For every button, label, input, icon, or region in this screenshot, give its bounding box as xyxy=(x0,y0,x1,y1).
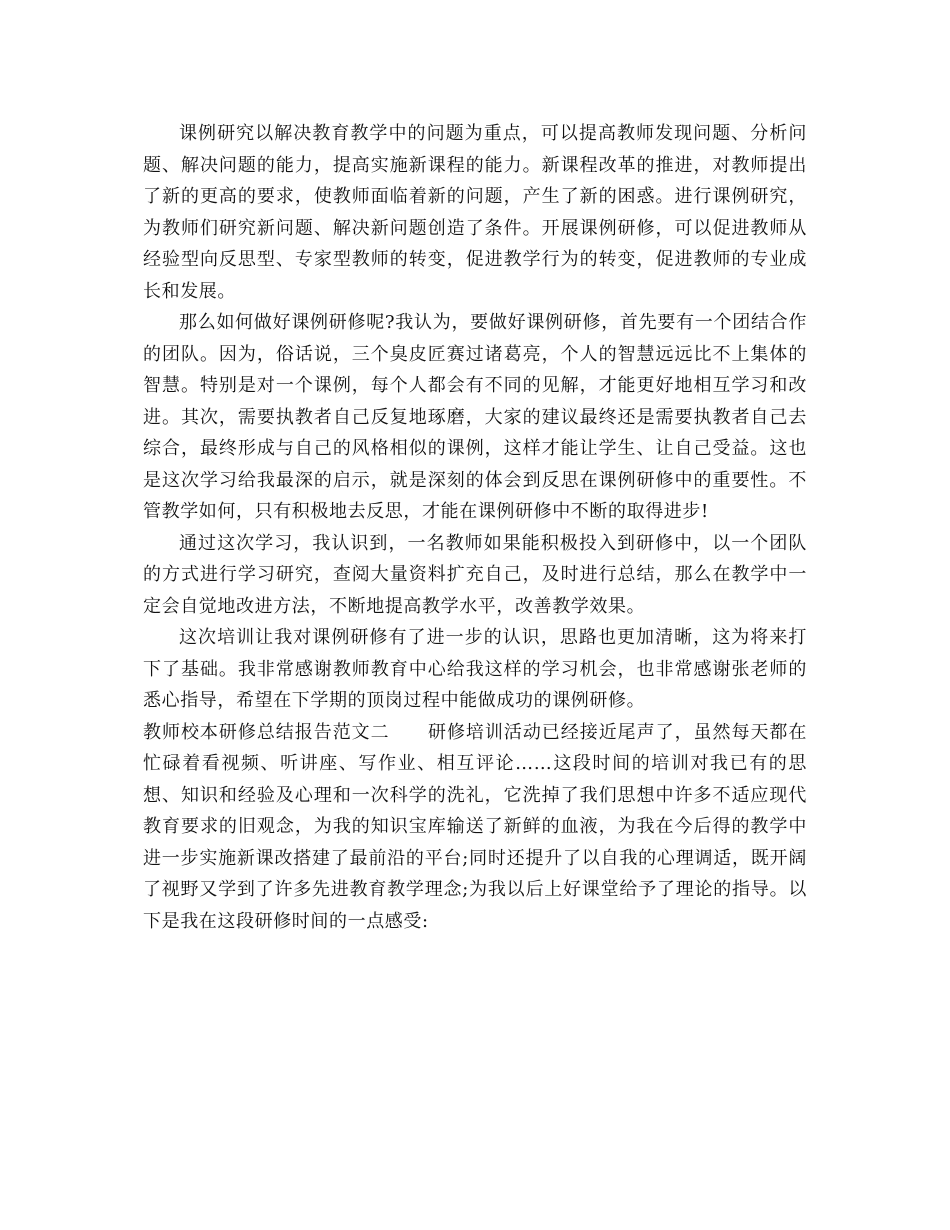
paragraph-4: 这次培训让我对课例研修有了进一步的认识，思路也更加清晰，这为将来打下了基础。我非常感谢教师教育中心给我这样的学习机会，也非常感谢张老师的悉心指导，希望在下学期的顶岗过程中能做成功的课例研修。 xyxy=(143,627,807,711)
document-body xyxy=(143,118,807,937)
paragraph-3: 通过这次学习，我认识到，一名教师如果能积极投入到研修中，以一个团队的方式进行学习研究，查阅大量资料扩充自己，及时进行总结，那么在教学中一定会自觉地改进方法，不断地提高教学水平，改善教学效果。 xyxy=(143,532,807,617)
section-heading: 教师校本研修总结报告范文二 xyxy=(143,721,390,743)
section-body: 研修培训活动已经接近尾声了，虽然每天都在忙碌着看视频、听讲座、写作业、相互评论……这段时间的培训对我已有的思想、知识和经验及心理和一次科学的洗礼，它洗掉了我们思想中许多不适应现代教育要求的旧观念，为我的知识宝库输送了新鲜的血液，为我在今后得的教学中进一步实施新课改搭建了最前沿的平台;同时还提升了以自我的心理调适，既开阔了视野又学到了许多先进教育教学理念;为我以后上好课堂给予了理论的指导。以下是我在这段研修时间的一点感受: xyxy=(143,721,807,932)
paragraph-2: 那么如何做好课例研修呢?我认为，要做好课例研修，首先要有一个团结合作的团队。因为，俗话说，三个臭皮匠赛过诸葛亮，个人的智慧远远比不上集体的智慧。特别是对一个课例，每个人都会有不同的见解，才能更好地相互学习和改进。其次，需要执教者自己反复地琢磨，大家的建议最终还是需要执教者自己去综合，最终形成与自己的风格相似的课例，这样才能让学生、让自己受益。这也是这次学习给我最深的启示，就是深刻的体会到反思在课例研修中的重要性。不管教学如何，只有积极地去反思，才能在课例研修中不断的取得进步! xyxy=(143,312,807,522)
section-paragraph xyxy=(143,717,807,938)
paragraph-1: 课例研究以解决教育教学中的问题为重点，可以提高教师发现问题、分析问题、解决问题的能力，提高实施新课程的能力。新课程改革的推进，对教师提出了新的更高的要求，使教师面临着新的问题，产生了新的困惑。进行课例研究，为教师们研究新问题、解决新问题创造了条件。开展课例研修，可以促进教师从经验型向反思型、专家型教师的转变，促进教学行为的转变，促进教师的专业成长和发展。 xyxy=(143,123,807,302)
